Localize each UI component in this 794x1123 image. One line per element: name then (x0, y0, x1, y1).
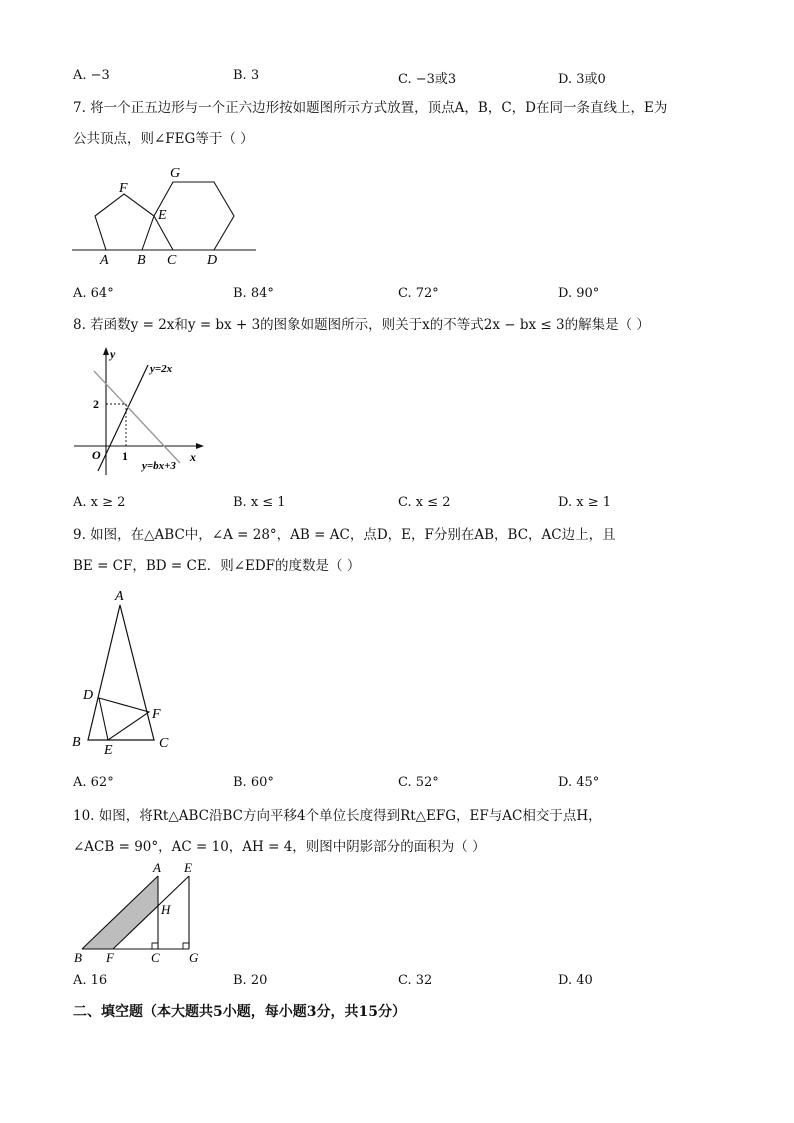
q8-label-line2: y=bx+3 (142, 460, 176, 472)
q10-label-c: C (151, 950, 160, 965)
q10-label-e: E (184, 860, 192, 875)
q8-label-y: y (110, 347, 116, 361)
q8-option-d: D. x ≥ 1 (558, 495, 611, 510)
q7-label-g: G (170, 166, 181, 181)
q10-label-h: H (161, 902, 171, 917)
q8-label-one: 1 (122, 449, 128, 463)
q7-option-c: C. 72° (398, 286, 439, 301)
q6-option-c: C. −3或3 (398, 72, 457, 87)
q7-label-f: F (119, 181, 128, 196)
q10-label-b: B (74, 950, 82, 965)
q7-stem-line2: 公共顶点，则∠FEG等于（ ） (73, 131, 254, 147)
q10-stem-line2: ∠ACB = 90°，AC = 10，AH = 4，则图中阴影部分的面积为（ ） (73, 839, 486, 855)
q9-option-b: B. 60° (233, 775, 274, 790)
q8-y-arrow (103, 347, 109, 355)
q9-label-d: D (83, 688, 94, 703)
q10-right-angle-c (152, 943, 158, 949)
q9-stem-line1: 9. 如图，在△ABC中，∠A = 28°，AB = AC，点D，E，F分别在AB，BC，AC边上，且 (73, 527, 616, 543)
q8-option-c: C. x ≤ 2 (398, 495, 451, 510)
q7-label-d: D (207, 253, 218, 268)
q9-triangle-def (99, 698, 149, 740)
q9-label-e: E (104, 743, 113, 758)
section-title-fill-in: 二、填空题（本大题共5小题，每小题3分，共15分） (73, 1004, 406, 1020)
q10-option-c: C. 32 (398, 973, 433, 988)
q9-option-d: D. 45° (558, 775, 600, 790)
q7-label-b: B (137, 253, 146, 268)
q9-triangle-abc (88, 605, 154, 740)
q7-option-b: B. 84° (233, 286, 274, 301)
q9-stem-line2: BE = CF，BD = CE．则∠EDF的度数是（ ） (73, 558, 361, 574)
q7-option-d: D. 90° (558, 286, 600, 301)
q8-label-line1: y=2x (150, 363, 173, 375)
q8-option-a: A. x ≥ 2 (73, 495, 126, 510)
q10-option-b: B. 20 (233, 973, 268, 988)
q9-figure (68, 585, 188, 760)
q9-label-a: A (115, 589, 124, 604)
q7-label-e: E (158, 208, 167, 223)
q10-right-angle-g (183, 943, 189, 949)
q6-option-d: D. 3或0 (558, 72, 606, 87)
q8-figure (72, 345, 212, 480)
q9-label-c: C (159, 736, 169, 751)
q8-x-arrow (196, 443, 204, 449)
q7-option-a: A. 64° (73, 286, 114, 301)
q8-label-two: 2 (93, 397, 99, 411)
q10-label-g: G (189, 950, 199, 965)
q10-label-f: F (106, 950, 114, 965)
q6-option-b: B. 3 (233, 68, 260, 83)
q10-option-a: A. 16 (73, 973, 108, 988)
q6-option-a: A. −3 (73, 68, 110, 83)
q10-stem-line1: 10. 如图，将Rt△ABC沿BC方向平移4个单位长度得到Rt△EFG，EF与AC相交于点H， (73, 808, 602, 824)
q9-option-c: C. 52° (398, 775, 439, 790)
q7-figure (70, 160, 270, 270)
q7-label-c: C (167, 253, 177, 268)
q10-label-a: A (153, 860, 161, 875)
q8-label-origin: O (92, 448, 101, 462)
q8-line-ybx3 (94, 371, 180, 463)
q8-option-b: B. x ≤ 1 (233, 495, 286, 510)
q7-label-a: A (100, 253, 109, 268)
q10-option-d: D. 40 (558, 973, 593, 988)
q7-stem-line1: 7. 将一个正五边形与一个正六边形按如题图所示方式放置，顶点A，B，C，D在同一条直线上，E为 (73, 100, 668, 116)
q8-stem-line1: 8. 若函数y = 2x和y = bx + 3的图象如题图所示，则关于x的不等式2x − bx ≤ 3的解集是（ ） (73, 317, 650, 333)
q8-label-x: x (190, 450, 196, 464)
q9-label-b: B (72, 735, 81, 750)
q7-pentagon (95, 194, 154, 250)
q10-figure (70, 858, 210, 968)
q9-label-f: F (152, 707, 161, 722)
q9-option-a: A. 62° (73, 775, 114, 790)
